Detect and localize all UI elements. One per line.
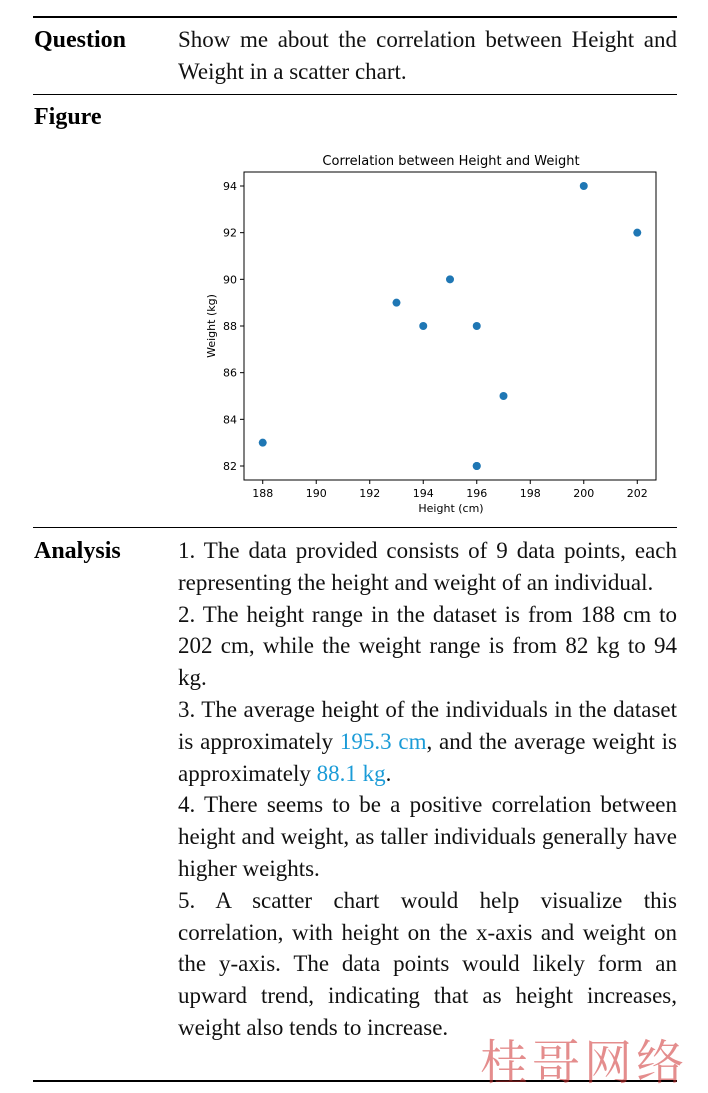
question-rule [33, 94, 677, 95]
x-tick-label: 190 [305, 487, 327, 500]
y-tick-label: 84 [223, 413, 237, 427]
data-point [446, 275, 454, 283]
analysis-point-3-part-b: , and the average weight is approximately [178, 728, 677, 786]
analysis-text [178, 535, 677, 1044]
analysis-point-3-part-c: . [385, 760, 392, 786]
chart-plot-frame [244, 172, 656, 480]
chart-svg [195, 145, 675, 523]
y-tick-label: 86 [223, 366, 237, 380]
data-point [633, 229, 641, 237]
chart-title: Correlation between Height and Weight [322, 154, 580, 169]
data-point [259, 439, 267, 447]
question-text: Show me about the correlation between Height and Weight in a scatter chart. [178, 27, 677, 84]
data-point [500, 392, 508, 400]
analysis-point-2: 2. The height range in the dataset is from 188 cm to 202 cm, while the weight range is from 82 kg to 94 kg. [178, 601, 677, 691]
x-tick-label: 196 [466, 487, 488, 500]
x-tick-label: 188 [252, 487, 274, 500]
data-point [580, 182, 588, 190]
watermark-logo: 桂哥网络 [480, 1035, 689, 1091]
x-tick-label: 198 [519, 487, 541, 500]
analysis-point-3-part-a: 3. The average height of the individuals in the dataset is approximately [178, 696, 677, 754]
scatter-chart [195, 145, 675, 523]
chart-y-axis-label: Weight (kg) [205, 294, 218, 358]
analysis-point-3 [178, 694, 677, 789]
x-tick-label: 200 [573, 487, 595, 500]
y-tick-label: 82 [223, 460, 237, 473]
bottom-rule [33, 1080, 677, 1082]
data-point [392, 299, 400, 307]
figure-rule [33, 527, 677, 528]
y-tick-label: 90 [223, 273, 237, 287]
analysis-point-5: 5. A scatter chart would help visualize this correlation, with height on the x-axis and weight on the y-axis. The data points would likely form an upward trend, indicating that as height increases, weight also tends to increase. [178, 887, 677, 1040]
analysis-label: Analysis [34, 538, 121, 564]
figure-label: Figure [34, 104, 102, 130]
x-tick-label: 194 [412, 487, 434, 500]
analysis-point-1: 1. The data provided consists of 9 data points, each representing the height and weight of an individual. [178, 538, 677, 595]
chart-x-axis-label: Height (cm) [418, 502, 484, 515]
y-tick-label: 94 [223, 180, 237, 193]
question-label: Question [34, 27, 127, 53]
x-tick-label: 202 [626, 487, 648, 500]
analysis-point-4: 4. There seems to be a positive correlation between height and weight, as taller individuals generally have higher weights. [178, 792, 677, 881]
x-tick-label: 192 [359, 487, 381, 500]
top-rule [33, 16, 677, 18]
average-weight-value: 88.1 kg [316, 760, 386, 786]
y-tick-label: 88 [223, 320, 237, 333]
data-point [473, 322, 481, 330]
data-point [419, 322, 427, 330]
average-height-value: 195.3 cm [339, 728, 427, 754]
data-point [473, 462, 481, 470]
y-tick-label: 92 [223, 226, 237, 240]
